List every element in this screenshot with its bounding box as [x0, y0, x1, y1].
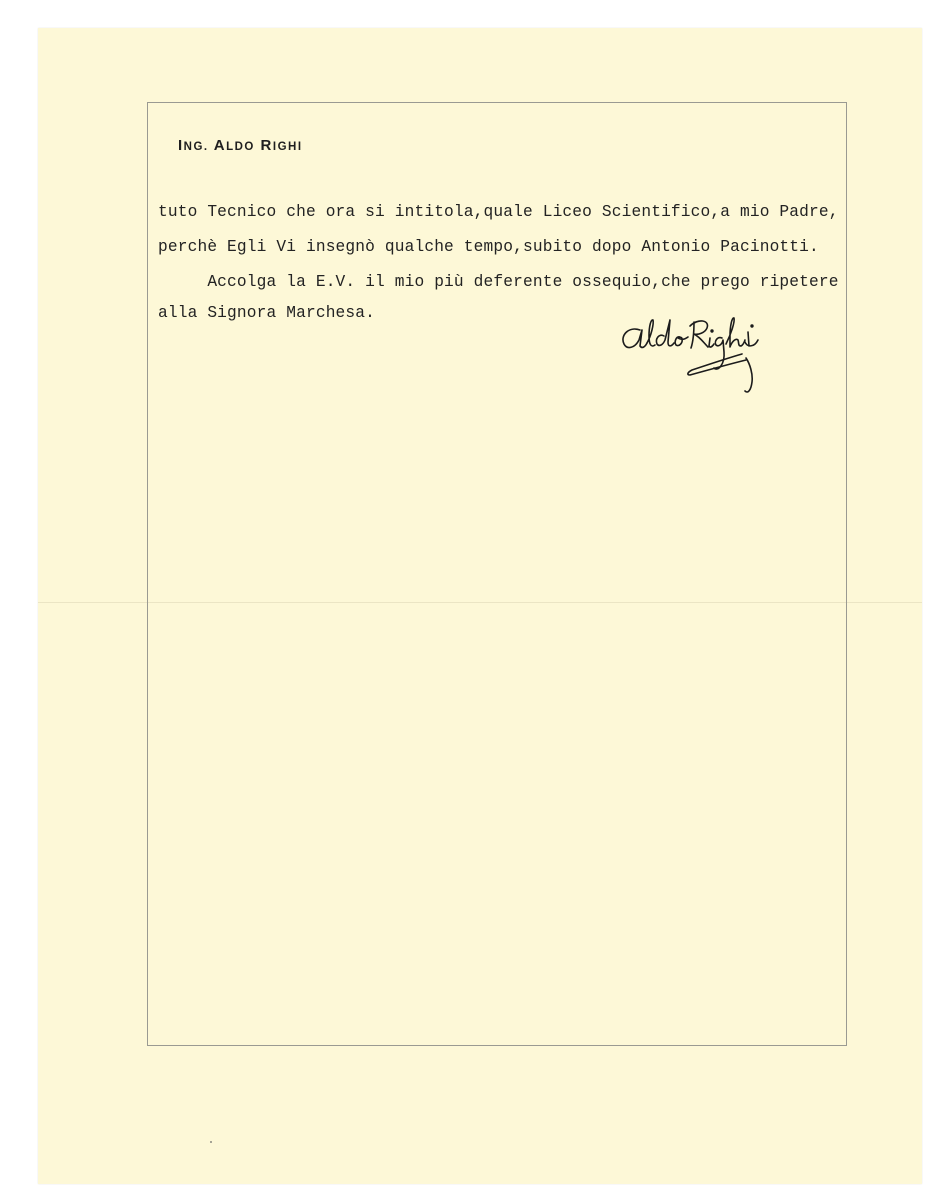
handwritten-signature [618, 312, 793, 397]
body-line-4: alla Signora Marchesa. [158, 304, 376, 322]
body-line-1: tuto Tecnico che ora si intitola,quale Liceo Scientifico,a mio Padre, [158, 203, 839, 221]
body-line-2: perchè Egli Vi insegnò qualche tempo,subito dopo Antonio Pacinotti. [158, 238, 819, 256]
body-line-3: Accolga la E.V. il mio più deferente ossequio,che prego ripetere [158, 273, 839, 291]
letterhead-prefix-rest: NG. [183, 141, 209, 153]
letterhead-first-rest: LDO [226, 141, 255, 153]
paper-speck [210, 1141, 212, 1143]
letterhead-last-rest: IGHI [272, 141, 303, 153]
letterhead-last-initial: R [260, 137, 273, 154]
letterhead-first-initial: A [213, 137, 227, 154]
letterhead [178, 137, 303, 154]
letterhead-prefix-initial: I [178, 137, 184, 154]
